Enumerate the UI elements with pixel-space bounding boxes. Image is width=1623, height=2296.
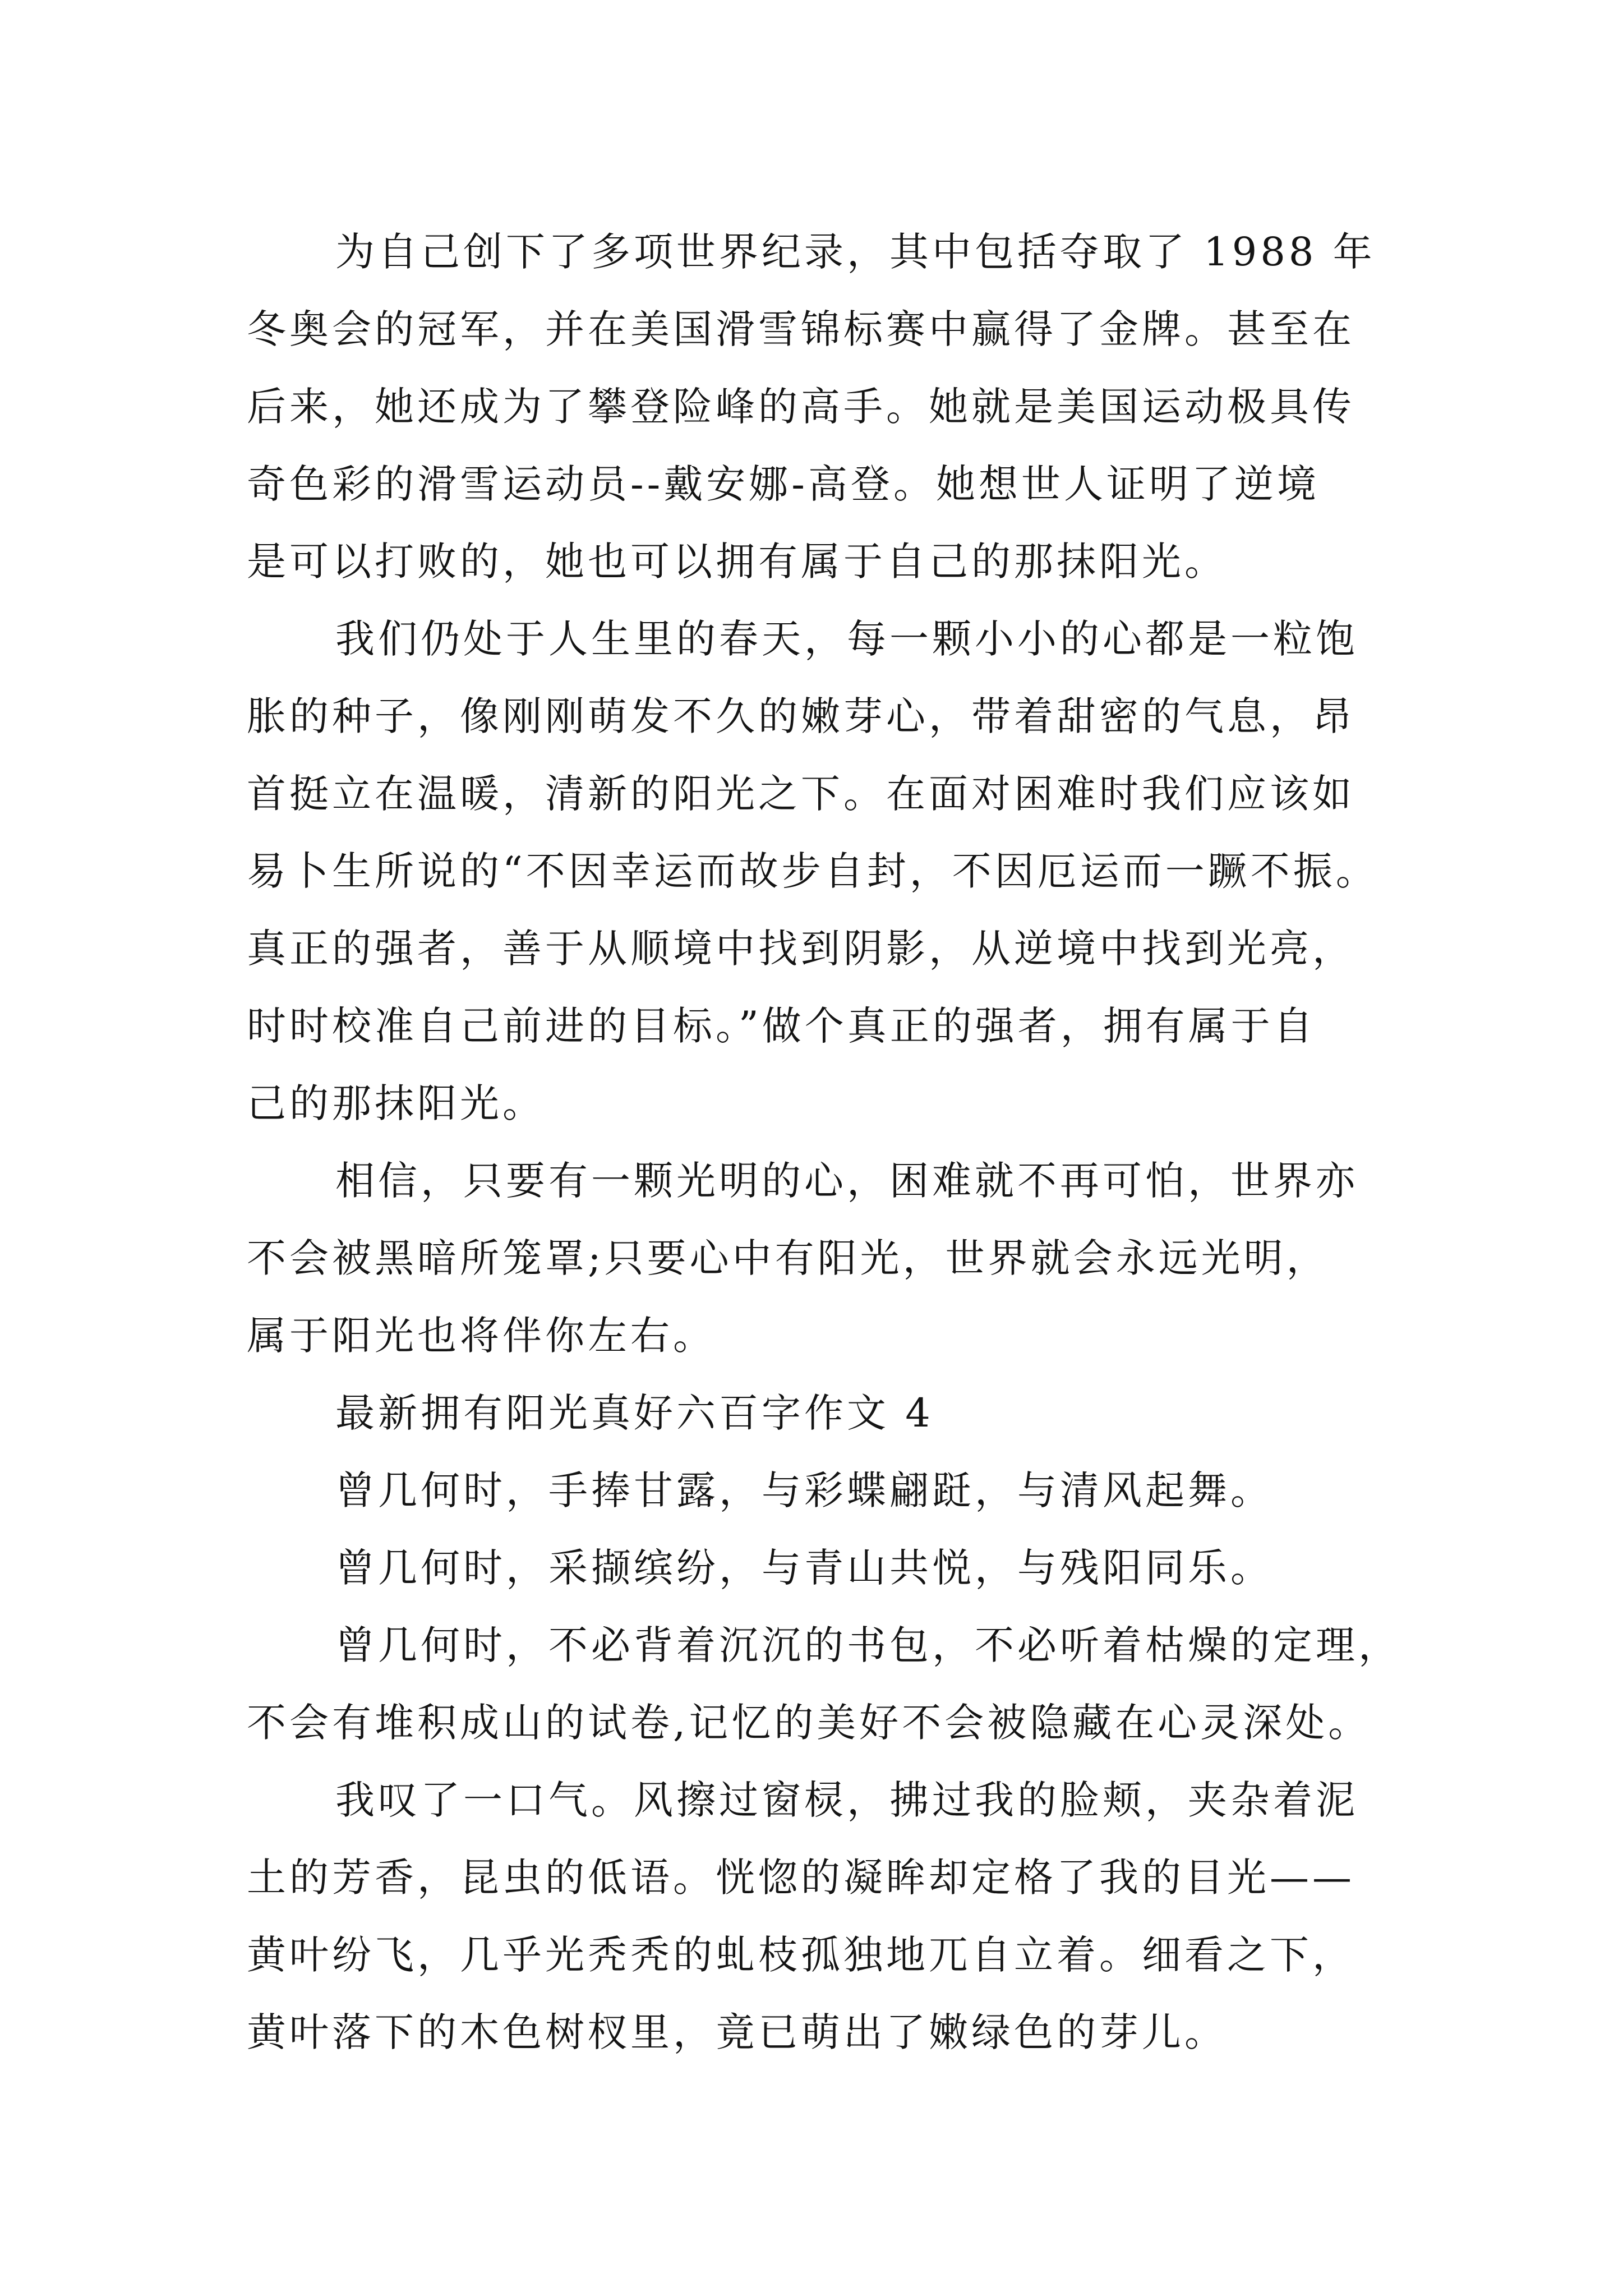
text-line: 后来，她还成为了攀登险峰的高手。她就是美国运动极具传 — [247, 384, 1355, 430]
text-line: 冬奥会的冠军，并在美国滑雪锦标赛中赢得了金牌。甚至在 — [247, 306, 1355, 352]
text-line: 易卜生所说的“不因幸运而故步自封，不因厄运而一蹶不振。 — [247, 848, 1378, 894]
text-line: 奇色彩的滑雪运动员--戴安娜-高登。她想世人证明了逆境 — [247, 461, 1320, 507]
text-line: 黄叶纷飞，几乎光秃秃的虬枝孤独地兀自立着。细看之下， — [247, 1932, 1355, 1978]
text-line: 曾几何时，采撷缤纷，与青山共悦，与残阳同乐。 — [335, 1545, 1273, 1591]
text-line: 土的芳香，昆虫的低语。恍惚的凝眸却定格了我的目光—— — [247, 1855, 1355, 1901]
text-line: 为自己创下了多项世界纪录，其中包括夺取了 1988 年 — [335, 229, 1376, 275]
text-line: 属于阳光也将伴你左右。 — [247, 1313, 716, 1359]
text-line: 我们仍处于人生里的春天，每一颗小小的心都是一粒饱 — [335, 616, 1358, 662]
text-line: 不会被黑暗所笼罩;只要心中有阳光，世界就会永远光明， — [247, 1235, 1329, 1281]
text-line: 胀的种子，像刚刚萌发不久的嫩芽心，带着甜密的气息，昂 — [247, 693, 1355, 739]
text-line: 是可以打败的，她也可以拥有属于自己的那抹阳光。 — [247, 539, 1227, 585]
section-heading: 最新拥有阳光真好六百字作文 4 — [335, 1390, 934, 1436]
text-line: 我叹了一口气。风擦过窗棂，拂过我的脸颊，夹杂着泥 — [335, 1777, 1358, 1823]
text-line: 相信，只要有一颗光明的心，困难就不再可怕，世界亦 — [335, 1158, 1358, 1204]
text-line: 时时校准自己前进的目标。”做个真正的强者，拥有属于自 — [247, 1003, 1316, 1049]
text-line: 曾几何时，不必背着沉沉的书包，不必听着枯燥的定理， — [335, 1622, 1401, 1668]
text-line: 首挺立在温暖，清新的阳光之下。在面对困难时我们应该如 — [247, 771, 1355, 817]
document-body — [247, 213, 1401, 2071]
text-line: 己的那抹阳光。 — [247, 1080, 545, 1126]
text-line: 曾几何时，手捧甘露，与彩蝶翩跹，与清风起舞。 — [335, 1467, 1273, 1513]
text-line: 真正的强者，善于从顺境中找到阴影，从逆境中找到光亮， — [247, 926, 1355, 972]
text-line: 不会有堆积成山的试卷,记忆的美好不会被隐藏在心灵深处。 — [247, 1700, 1371, 1746]
text-line: 黄叶落下的木色树杈里，竟已萌出了嫩绿色的芽儿。 — [247, 2009, 1227, 2055]
